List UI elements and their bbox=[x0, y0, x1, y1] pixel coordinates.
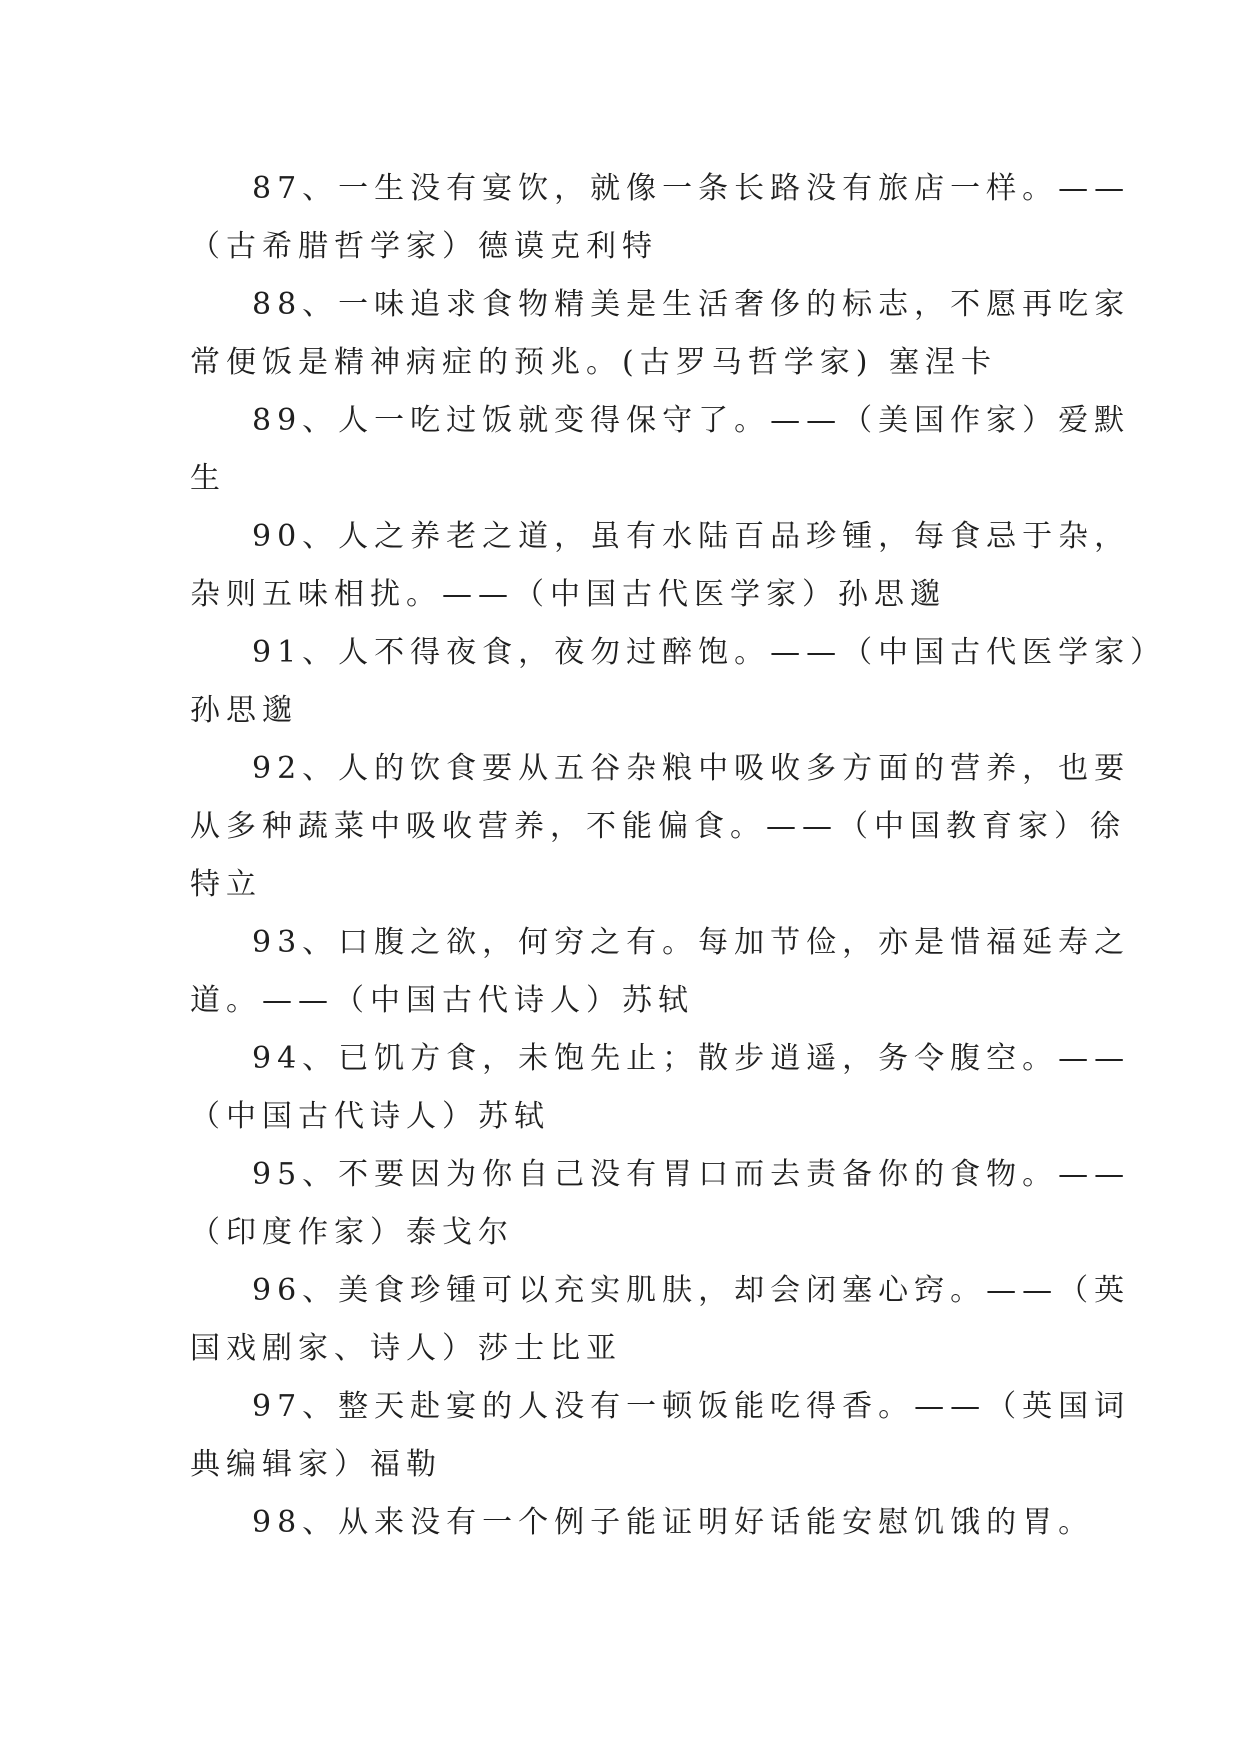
quote-87-line-2: （古希腊哲学家）德谟克利特 bbox=[190, 229, 658, 264]
quote-91-line-2: 孙思邈 bbox=[190, 693, 298, 728]
quote-89-line-2: 生 bbox=[190, 461, 226, 496]
quote-92-line-2: 从多种蔬菜中吸收营养，不能偏食。——（中国教育家）徐 bbox=[190, 809, 1126, 844]
quote-90-line-2: 杂则五味相扰。——（中国古代医学家）孙思邈 bbox=[190, 577, 946, 612]
quote-97-line-1: 97、整天赴宴的人没有一顿饭能吃得香。——（英国词 bbox=[252, 1389, 1131, 1424]
quote-88-line-1: 88、一味追求食物精美是生活奢侈的标志，不愿再吃家 bbox=[252, 287, 1131, 322]
quote-96-line-1: 96、美食珍锺可以充实肌肤，却会闭塞心窍。——（英 bbox=[252, 1273, 1131, 1308]
quote-94-line-2: （中国古代诗人）苏轼 bbox=[190, 1099, 550, 1134]
quote-89-line-1: 89、人一吃过饭就变得保守了。——（美国作家）爱默 bbox=[252, 403, 1131, 438]
quote-95-line-2: （印度作家）泰戈尔 bbox=[190, 1215, 514, 1250]
quote-93-line-2: 道。——（中国古代诗人）苏轼 bbox=[190, 983, 694, 1018]
quote-98-line-1: 98、从来没有一个例子能证明好话能安慰饥饿的胃。 bbox=[252, 1505, 1095, 1540]
quote-95-line-1: 95、不要因为你自己没有胃口而去责备你的食物。—— bbox=[252, 1157, 1131, 1192]
quote-96-line-2: 国戏剧家、诗人）莎士比亚 bbox=[190, 1331, 622, 1366]
quote-94-line-1: 94、已饥方食，未饱先止；散步逍遥，务令腹空。—— bbox=[252, 1041, 1131, 1076]
quote-93-line-1: 93、口腹之欲，何穷之有。每加节俭，亦是惜福延寿之 bbox=[252, 925, 1131, 960]
quote-88-line-2: 常便饭是精神病症的预兆。(古罗马哲学家) 塞涅卡 bbox=[190, 345, 997, 380]
quote-92-line-1: 92、人的饮食要从五谷杂粮中吸收多方面的营养，也要 bbox=[252, 751, 1131, 786]
quote-91-line-1: 91、人不得夜食，夜勿过醉饱。——（中国古代医学家） bbox=[252, 635, 1167, 670]
quote-87-line-1: 87、一生没有宴饮，就像一条长路没有旅店一样。—— bbox=[252, 171, 1131, 206]
quote-92-line-3: 特立 bbox=[190, 867, 262, 902]
quote-90-line-1: 90、人之养老之道，虽有水陆百品珍锺，每食忌于杂， bbox=[252, 519, 1131, 554]
quote-97-line-2: 典编辑家）福勒 bbox=[190, 1447, 442, 1482]
quote-text-block bbox=[190, 160, 1167, 1552]
